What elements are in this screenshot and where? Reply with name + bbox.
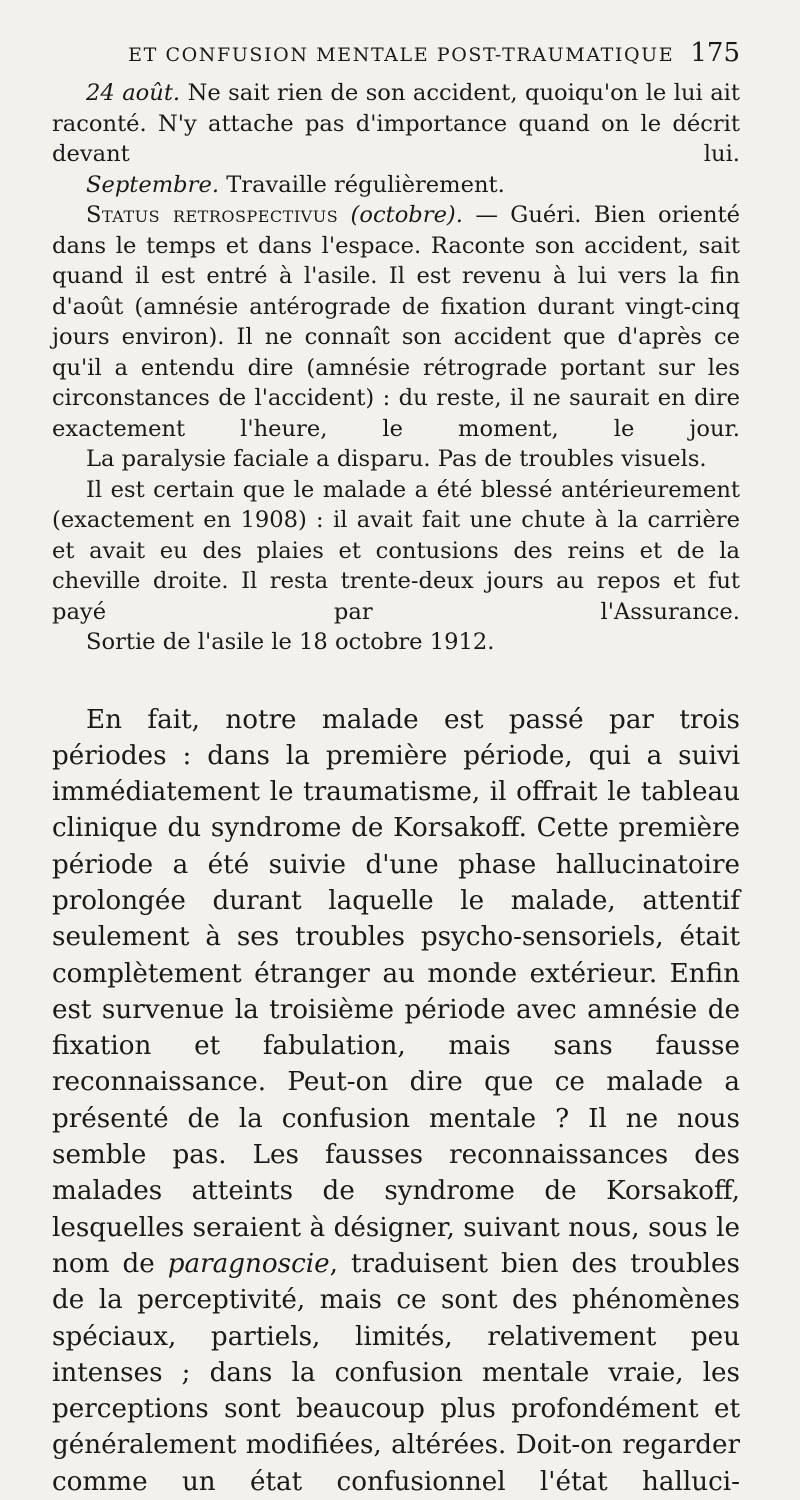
note-discharge: Sortie de l'asile le 18 octobre 1912. (52, 627, 740, 658)
book-page (52, 38, 740, 1500)
page-number: 175 (690, 38, 740, 68)
status-text: — Guéri. Bien orienté dans le temps et dans l'espace. Raconte son accident, sait quand il est entré à l'asile. Il est revenu à lui vers la fin d'août (amnésie antérograde de fixation durant vingt-cinq jours environ). Il ne connaît son accident que d'après ce qu'il a entendu dire (amnésie rétrograde portant sur les circonstances de l'accident) : du reste, il ne saurait en dire exactement l'heure, le moment, le jour. (52, 202, 740, 442)
note-september-text: Travaille régulièrement. (219, 172, 505, 198)
date-september: Septembre. (86, 172, 219, 198)
term-paragnoscie: paragnoscie (168, 1249, 330, 1279)
note-injury: Il est certain que le malade a été blessé antérieurement (exactement en 1908) : il avait fait une chute à la carrière et avait eu des plaies et contusions des reins et de la cheville droite. Il resta trente-deux jours au repos et fut payé par l'Assurance. (52, 475, 740, 628)
date-august: 24 août. (86, 80, 180, 106)
discussion-paragraph (52, 702, 740, 1500)
running-head (52, 38, 740, 78)
note-paralysis: La paralysie faciale a disparu. Pas de troubles visuels. (52, 444, 740, 475)
discussion (52, 702, 740, 1500)
discussion-text-after: , traduisent bien des troubles de la perceptivité, mais ce sont des phénomènes spéciaux, partiels, limités, relativement peu intenses ; dans la confusion mentale vraie, les perceptions sont beaucoup plus profondément et généralement modifiées, altérées. Doit-on regarder comme un état confusionnel l'état halluci- (52, 1249, 740, 1497)
status-label: Status retrospectivus (86, 202, 338, 228)
discussion-text-before: En fait, notre malade est passé par trois périodes : dans la première période, qui a suivi immédiatement le traumatisme, il offrait le tableau clinique du syndrome de Korsakoff. Cette première période a été suivie d'une phase hallucinatoire prolongée durant laquelle le malade, attentif seulement à ses troubles psycho-sensoriels, était complètement étranger au monde extérieur. Enfin est survenue la troisième période avec amnésie de fixation et fabulation, mais sans fausse reconnaissance. Peut-on dire que ce malade a présenté de la confusion mentale ? Il ne nous semble pas. Les fausses reconnaissances des malades atteints de syndrome de Korsakoff, lesquelles seraient à désigner, suivant nous, sous le nom de (52, 705, 740, 1279)
note-september (52, 170, 740, 201)
case-notes (52, 78, 740, 658)
note-august (52, 78, 740, 170)
status-month: (octobre). (351, 202, 463, 228)
running-title: ET CONFUSION MENTALE POST-TRAUMATIQUE (52, 44, 690, 66)
note-status (52, 200, 740, 444)
note-august-text: Ne sait rien de son accident, quoiqu'on le lui ait raconté. N'y attache pas d'importance quand on le décrit devant lui. (52, 80, 740, 167)
